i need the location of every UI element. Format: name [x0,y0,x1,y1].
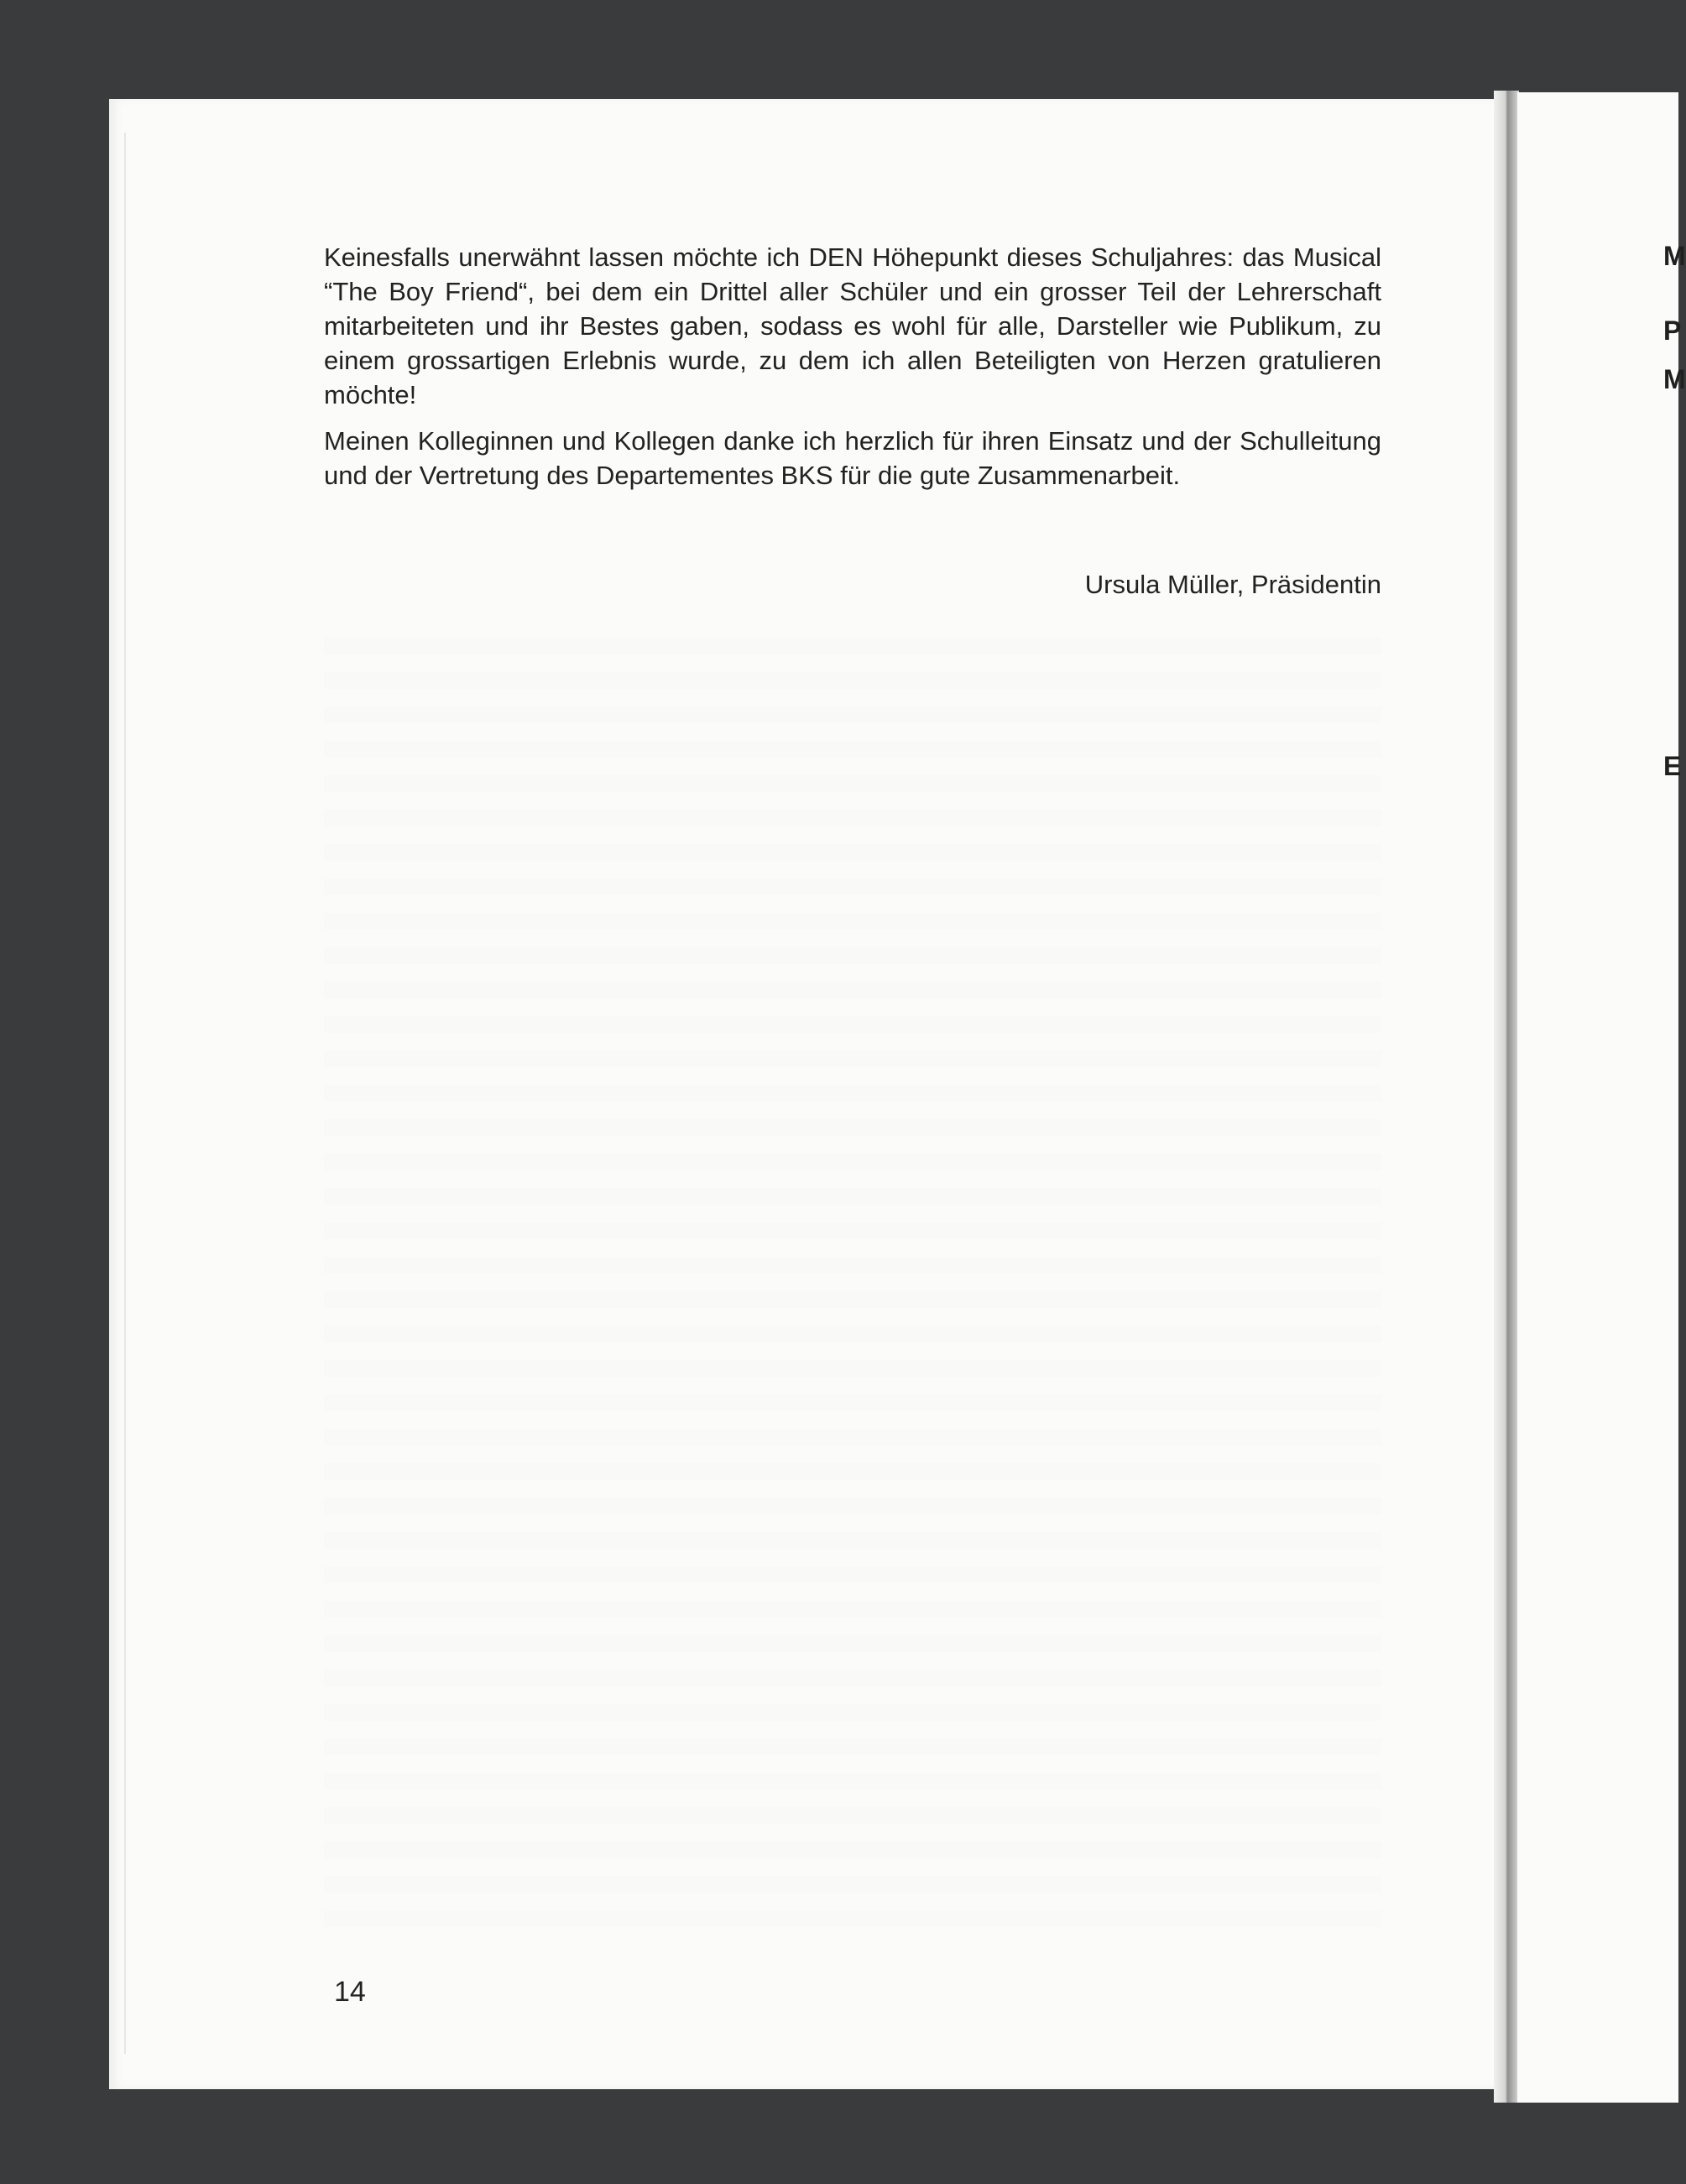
signature: Ursula Müller, Präsidentin [1084,570,1381,599]
right-page-fragment-m-1: M [1663,241,1686,271]
book-gutter [1494,91,1519,2103]
right-page-edge [1517,92,1678,2103]
right-page-fragment-e: E [1663,751,1682,781]
body-text [324,240,1381,504]
page-number: 14 [334,1976,366,2008]
paragraph-musical: Keinesfalls unerwähnt lassen möchte ich DEN Höhepunkt dieses Schuljahres: das Musical “The Boy Friend“, bei dem ein Drittel aller Schüler und ein grosser Teil der Lehrerschaft mitarbeiteten und ihr Bestes gaben, sodass es wohl für alle, Darsteller wie Publikum, zu einem grossartigen Erlebnis wurde, zu dem ich allen Beteiligten von Herzen gratulieren möchte! [324,242,1381,409]
right-page-fragment-m-2: M [1663,364,1686,394]
right-page-fragment-p: P [1663,315,1682,346]
paragraph-thanks: Meinen Kolleginnen und Kollegen danke ich herzlich für ihren Einsatz und der Schulleitung und der Vertretung des Departementes BKS für die gute Zusammenarbeit. [324,426,1381,490]
show-through-text-texture [324,638,1381,1930]
